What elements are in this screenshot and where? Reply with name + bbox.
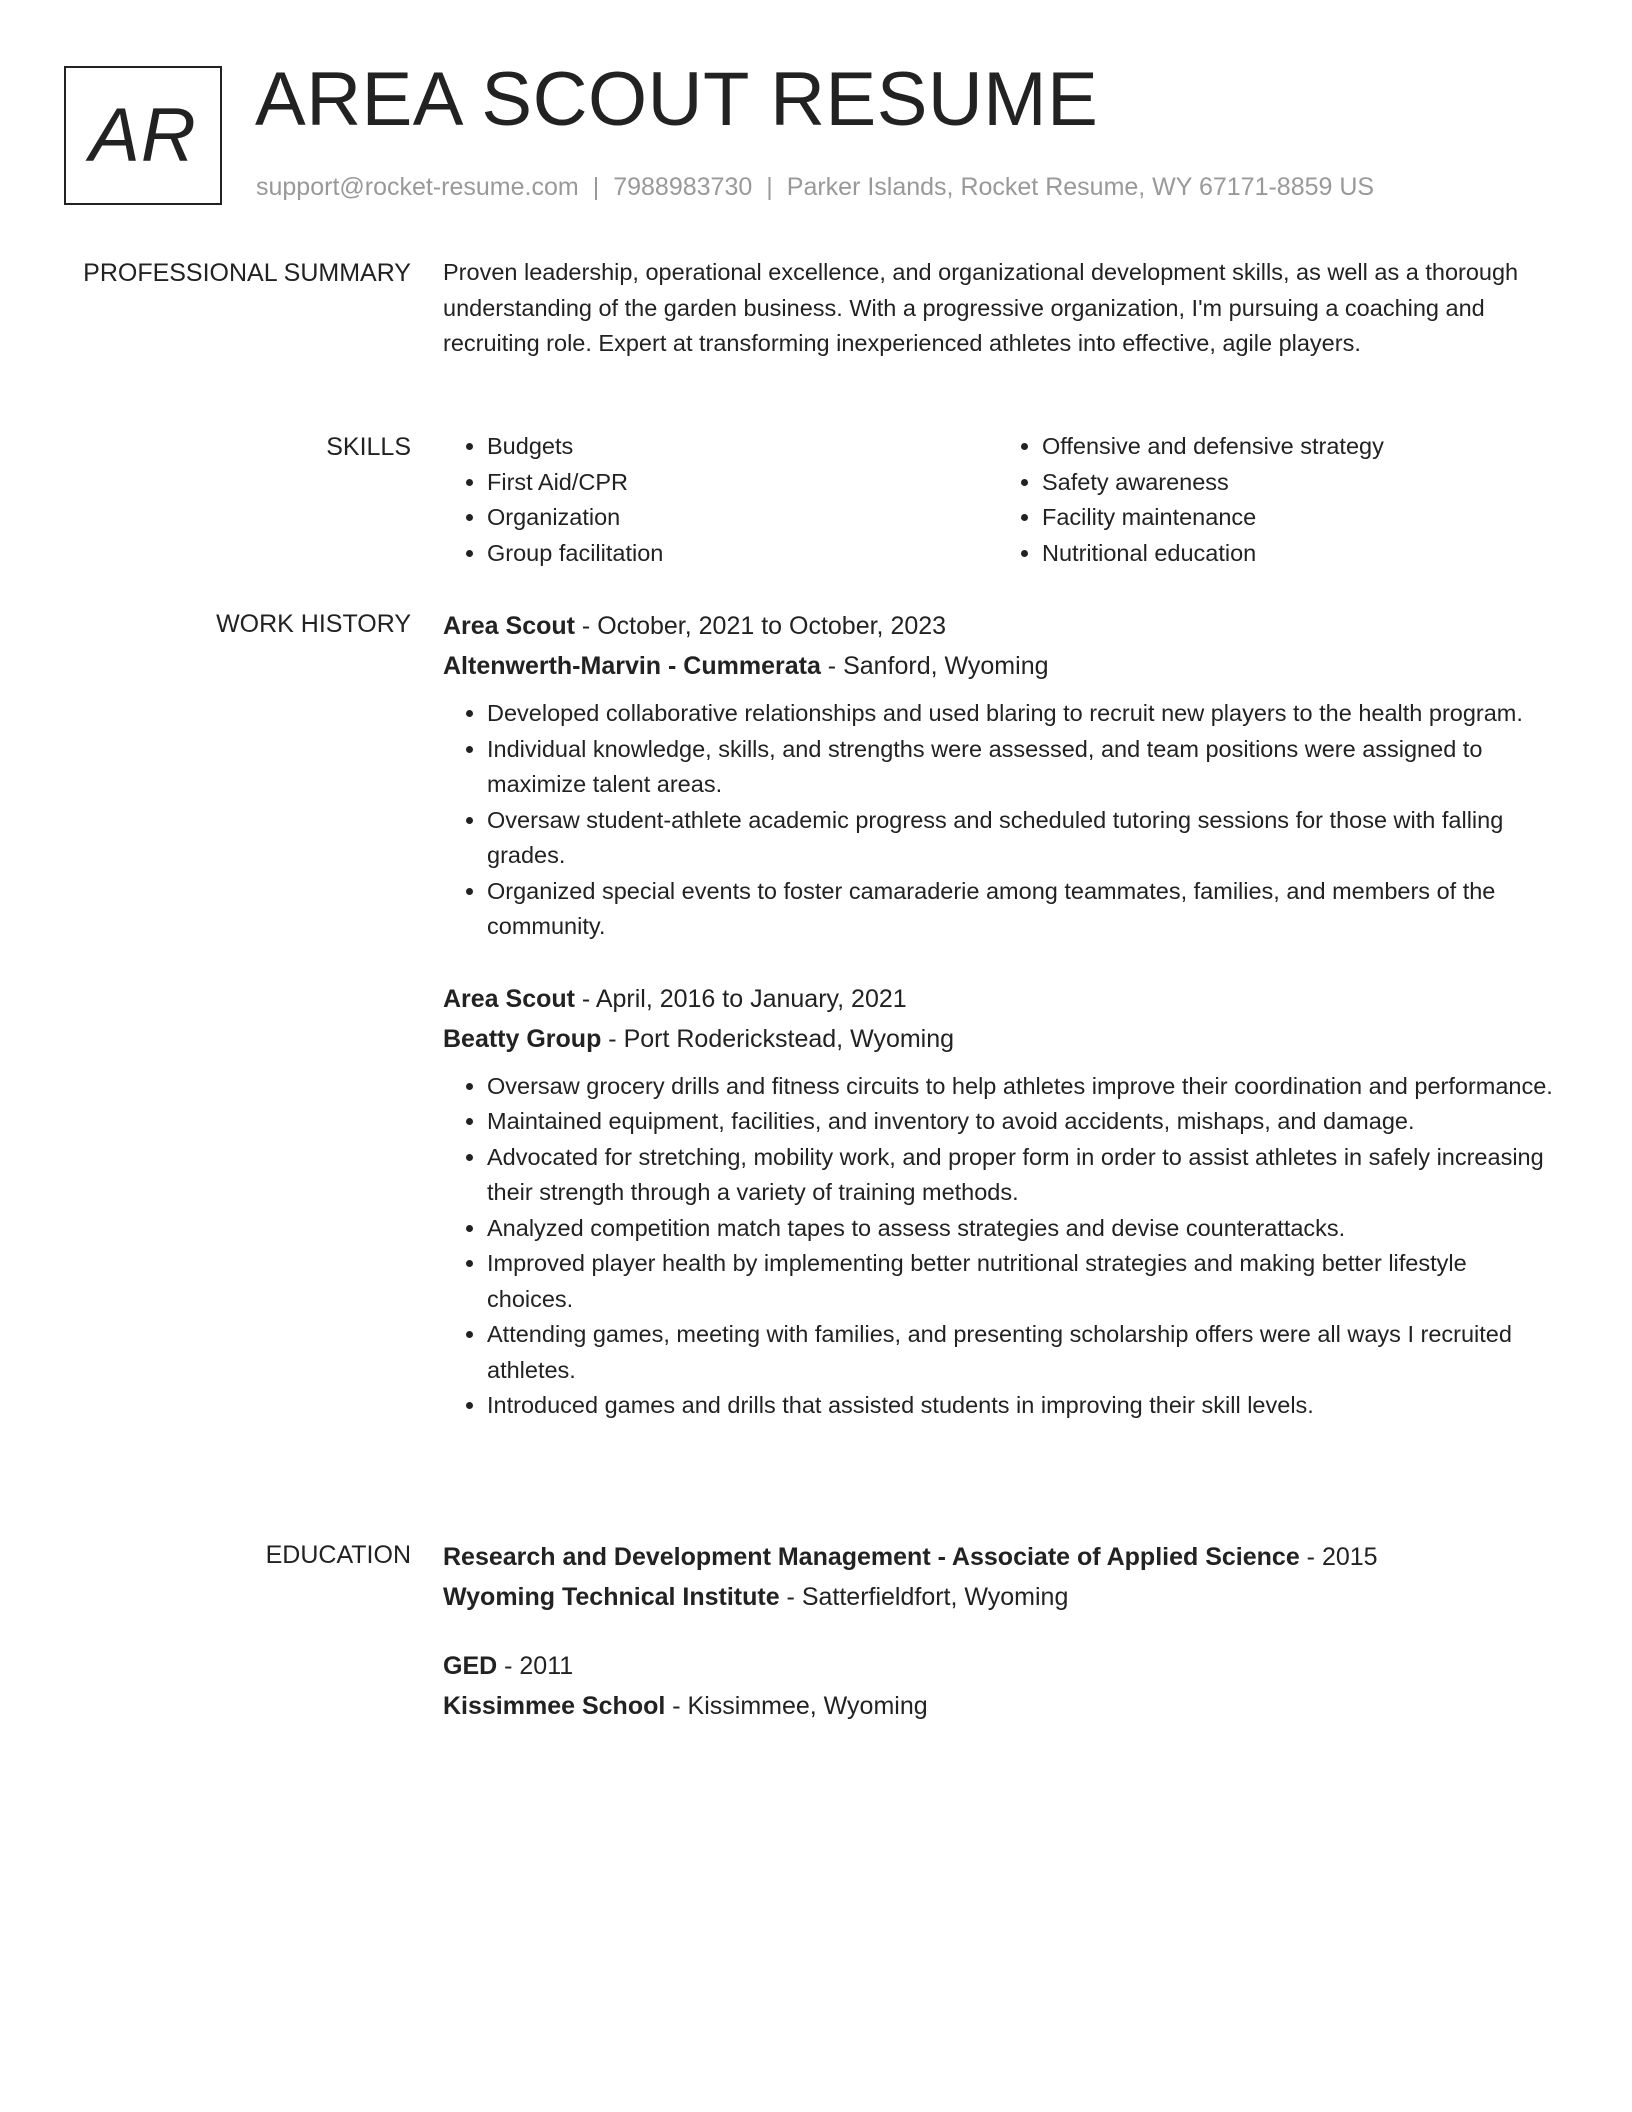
degree-line xyxy=(443,1646,1553,1686)
contact-address: Parker Islands, Rocket Resume, WY 67171-8859 US xyxy=(786,173,1375,201)
school-name: Kissimmee School xyxy=(443,1692,666,1720)
education-heading: EDUCATION xyxy=(265,1541,411,1569)
job-title: Area Scout xyxy=(443,984,575,1013)
work-heading: WORK HISTORY xyxy=(216,610,411,638)
work-body xyxy=(443,606,1553,1424)
monogram-logo: AR xyxy=(64,66,222,205)
job-company: Beatty Group xyxy=(443,1024,602,1053)
job-company-line xyxy=(443,1019,1553,1059)
skills-list-right xyxy=(998,429,1553,571)
skill-item: • Group facilitation xyxy=(487,536,998,572)
school-line xyxy=(443,1577,1553,1617)
school-location: - Kissimmee, Wyoming xyxy=(665,1692,928,1720)
job-bullet: • Oversaw student-athlete academic progress and scheduled tutoring sessions for those with falling grades. xyxy=(487,803,1553,874)
job-bullet: • Analyzed competition match tapes to assess strategies and devise counterattacks. xyxy=(487,1211,1553,1247)
job-bullet: • Attending games, meeting with families, and presenting scholarship offers were all ways I recruited athletes. xyxy=(487,1317,1553,1388)
education-entry xyxy=(443,1537,1553,1617)
job-title-line xyxy=(443,606,1553,646)
job-bullets xyxy=(443,1069,1553,1424)
job-title: Area Scout xyxy=(443,612,575,640)
job-bullet: • Advocated for stretching, mobility work, and proper form in order to assist athletes in safely increasing their strength through a variety of training methods. xyxy=(487,1140,1553,1211)
school-name: Wyoming Technical Institute xyxy=(443,1583,780,1611)
resume-title: AREA SCOUT RESUME xyxy=(255,57,1099,142)
skill-item: • Facility maintenance xyxy=(1042,500,1553,536)
skill-item: • Offensive and defensive strategy xyxy=(1042,429,1553,465)
summary-text: Proven leadership, operational excellence, and organizational development skills, as well as a thorough understanding of the garden business. With a progressive organization, I'm pursuing a coaching and recruiting role. Expert at transforming inexperienced athletes into effective, agile players. xyxy=(443,259,1519,356)
job-entry xyxy=(443,979,1553,1424)
skills-heading: SKILLS xyxy=(326,433,411,461)
contact-phone: 7988983730 xyxy=(613,173,753,201)
degree-year: - 2011 xyxy=(497,1652,574,1680)
contact-line xyxy=(256,173,1374,202)
school-location: - Satterfieldfort, Wyoming xyxy=(779,1583,1069,1611)
job-bullet: • Maintained equipment, facilities, and inventory to avoid accidents, mishaps, and damage. xyxy=(487,1104,1553,1140)
degree-year: - 2015 xyxy=(1299,1543,1378,1571)
job-bullets xyxy=(443,696,1553,945)
degree-name: GED xyxy=(443,1652,498,1680)
skill-item: • Nutritional education xyxy=(1042,536,1553,572)
job-location: - Port Roderickstead, Wyoming xyxy=(601,1024,955,1053)
job-bullet: • Developed collaborative relationships and used blaring to recruit new players to the health program. xyxy=(487,696,1553,732)
summary-heading: PROFESSIONAL SUMMARY xyxy=(83,259,411,287)
job-bullet: • Individual knowledge, skills, and strengths were assessed, and team positions were assigned to maximize talent areas. xyxy=(487,732,1553,803)
job-location: - Sanford, Wyoming xyxy=(820,652,1049,680)
job-dates: - April, 2016 to January, 2021 xyxy=(574,984,907,1013)
skill-item: • Organization xyxy=(487,500,998,536)
contact-separator: | xyxy=(766,173,773,201)
job-dates: - October, 2021 to October, 2023 xyxy=(574,612,947,640)
education-entry xyxy=(443,1646,1553,1726)
job-bullet: • Organized special events to foster camaraderie among teammates, families, and members of the community. xyxy=(487,874,1553,945)
job-entry xyxy=(443,606,1553,945)
skill-item: • Budgets xyxy=(487,429,998,465)
skill-item: • First Aid/CPR xyxy=(487,465,998,501)
summary-body xyxy=(443,255,1553,362)
education-body xyxy=(443,1537,1553,1726)
job-company-line xyxy=(443,646,1553,686)
job-bullet: • Oversaw grocery drills and fitness circuits to help athletes improve their coordination and performance. xyxy=(487,1069,1553,1105)
job-bullet: • Introduced games and drills that assisted students in improving their skill levels. xyxy=(487,1388,1553,1424)
job-title-line xyxy=(443,979,1553,1019)
skill-item: • Safety awareness xyxy=(1042,465,1553,501)
skills-body xyxy=(443,429,1553,571)
job-company: Altenwerth-Marvin - Cummerata xyxy=(443,652,821,680)
school-line xyxy=(443,1686,1553,1726)
degree-name: Research and Development Management - Associate of Applied Science xyxy=(443,1543,1300,1571)
job-bullet: • Improved player health by implementing better nutritional strategies and making better lifestyle choices. xyxy=(487,1246,1553,1317)
degree-line xyxy=(443,1537,1553,1577)
skills-list-left xyxy=(443,429,998,571)
contact-email: support@rocket-resume.com xyxy=(256,173,579,201)
contact-separator: | xyxy=(592,173,600,201)
